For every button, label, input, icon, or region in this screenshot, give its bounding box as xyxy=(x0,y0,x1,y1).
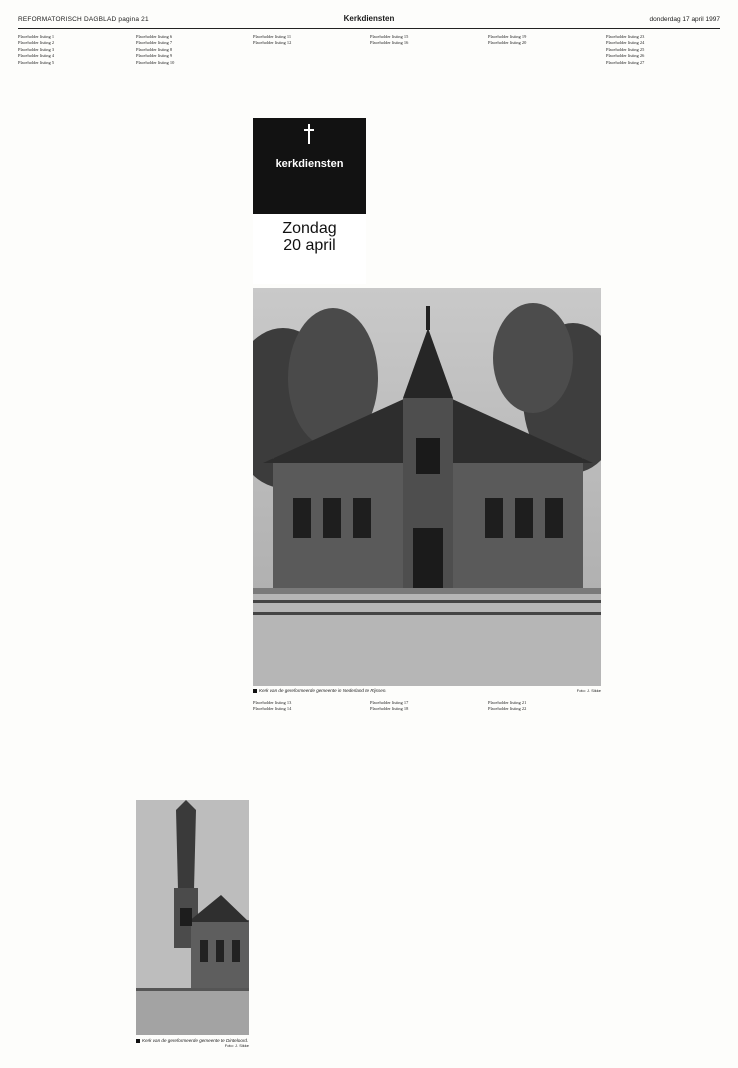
listing-entry: Placeholder listing 14 xyxy=(253,706,292,712)
listing-entry: Placeholder listing 9 xyxy=(136,53,173,59)
listing-column-4 xyxy=(370,34,483,316)
banner-day: Zondag xyxy=(282,220,337,237)
listing-entry: Placeholder listing 23 xyxy=(606,34,645,39)
listing-entry: Placeholder listing 3 xyxy=(18,46,55,52)
caption-bullet-icon xyxy=(253,689,257,693)
top-photo-credit: Foto: J. Sikke xyxy=(576,688,601,693)
top-photo-caption-text: Kerk van de gereformeerde gemeente in Nederland te Rijssen. xyxy=(259,688,387,693)
church-photo-dinteloord-image xyxy=(136,800,249,1035)
listing-entry: Placeholder listing 11 xyxy=(253,34,292,39)
listing-entry: Placeholder listing 20 xyxy=(488,40,527,46)
church-cross-icon xyxy=(304,124,314,144)
issue-date: donderdag 17 april 1997 xyxy=(649,16,720,23)
listing-entry: Placeholder listing 12 xyxy=(253,40,292,46)
listing-entry: Placeholder listing 26 xyxy=(606,53,645,59)
listing-entry: Placeholder listing 15 xyxy=(370,34,409,39)
listing-column-4-lower xyxy=(370,700,483,1052)
listing-entry: Placeholder listing 8 xyxy=(136,46,173,52)
caption-bullet-icon xyxy=(136,1039,140,1043)
listing-entry: Placeholder listing 7 xyxy=(136,40,173,46)
listing-column-6 xyxy=(606,34,720,1052)
listing-column-3-lower xyxy=(253,700,366,1052)
listing-entry: Placeholder listing 2 xyxy=(18,40,55,46)
listing-column-5 xyxy=(488,34,601,316)
kerkdiensten-banner xyxy=(253,118,366,214)
listing-entry: Placeholder listing 4 xyxy=(18,53,55,59)
banner-day-date: 20 april xyxy=(283,237,336,254)
church-photo-dinteloord xyxy=(136,800,249,1035)
header-divider xyxy=(18,28,720,29)
listing-entry: Placeholder listing 25 xyxy=(606,46,645,52)
bottom-photo-caption xyxy=(136,1038,249,1048)
listing-entry: Placeholder listing 5 xyxy=(18,59,55,65)
listing-entry: Placeholder listing 21 xyxy=(488,700,527,705)
bottom-photo-caption-text: Kerk van de gereformeerde gemeente te Dinteloord. xyxy=(142,1038,249,1043)
listing-entry: Placeholder listing 13 xyxy=(253,700,292,705)
section-title: Kerkdiensten xyxy=(343,14,395,23)
bottom-photo-credit: Foto: J. Sikke xyxy=(224,1043,249,1048)
listing-column-1 xyxy=(18,34,131,1052)
listing-entry: Placeholder listing 17 xyxy=(370,700,409,705)
top-photo-caption xyxy=(253,688,601,693)
church-photo-rijssen xyxy=(253,288,601,686)
publication-label: REFORMATORISCH DAGBLAD pagina 21 xyxy=(18,16,149,23)
listing-entry: Placeholder listing 22 xyxy=(488,706,527,712)
listing-entry: Placeholder listing 24 xyxy=(606,40,645,46)
listing-entry: Placeholder listing 18 xyxy=(370,706,409,712)
listing-entry: Placeholder listing 6 xyxy=(136,34,173,39)
listing-column-5-lower xyxy=(488,700,601,1052)
banner-title: kerkdiensten xyxy=(275,158,344,170)
listing-entry: Placeholder listing 1 xyxy=(18,34,55,39)
listing-entry: Placeholder listing 10 xyxy=(136,59,175,65)
listing-entry: Placeholder listing 16 xyxy=(370,40,409,46)
listing-entry: Placeholder listing 27 xyxy=(606,59,645,65)
banner-date xyxy=(253,220,366,254)
listing-entry: Placeholder listing 19 xyxy=(488,34,527,39)
page-header xyxy=(18,14,720,28)
church-photo-rijssen-image xyxy=(253,288,601,686)
